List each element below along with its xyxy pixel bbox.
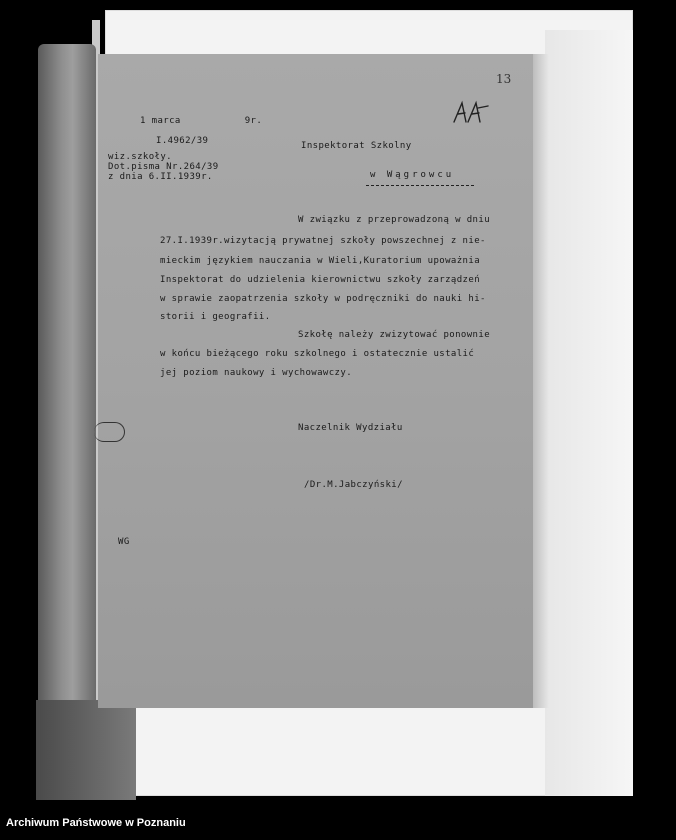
document-edge [533,54,549,708]
reference-line-3: z dnia 6.II.1939r. [108,172,213,182]
document-page [98,54,533,708]
binding-base [36,700,136,800]
paper-clip-icon [94,422,125,442]
body-line-5: w sprawie zaopatrzenia szkoły w podręczniki do nauki hi- [160,294,486,304]
page-number: 13 [496,72,512,86]
body-line-9: jej poziom naukowy i wychowawczy. [160,368,353,378]
reference-number: I.4962/39 [156,136,209,146]
signature-title: Naczelnik Wydziału [298,423,403,433]
body-line-8: w końcu bieżącego roku szkolnego i ostatecznie ustalić [160,349,475,359]
date-line: 1 marca 9r. [140,116,263,126]
body-line-1: W związku z przeprowadzoną w dniu [298,215,491,225]
body-line-4: Inspektorat do udzielenia kierownictwu szkoły zarządzeń [160,275,481,285]
body-line-2: 27.I.1939r.wizytacją prywatnej szkoły powszechnej z nie- [160,236,486,246]
handwritten-mark [452,100,492,130]
recipient-line-1: Inspektorat Szkolny [301,141,412,151]
archive-label: Archiwum Państwowe w Poznaniu [6,817,186,829]
recipient-line-2: w Wągrowcu [370,170,455,180]
handwritten-aa-icon [452,100,492,126]
binding-strip [38,44,96,706]
body-line-7: Szkołę należy zwizytować ponownie [298,330,491,340]
body-line-3: mieckim językiem nauczania w Wieli,Kuratorium upoważnia [160,256,481,266]
footer-bar [0,811,676,840]
reference-line-2: Dot.pisma Nr.264/39 [108,162,219,172]
body-line-6: storii i geografii. [160,312,271,322]
reference-line-1: wiz.szkoły. [108,152,173,162]
recipient-underline [366,185,474,186]
signature-name: /Dr.M.Jabczyński/ [304,480,403,490]
back-page-edge [545,30,633,796]
initials: WG [118,537,130,547]
